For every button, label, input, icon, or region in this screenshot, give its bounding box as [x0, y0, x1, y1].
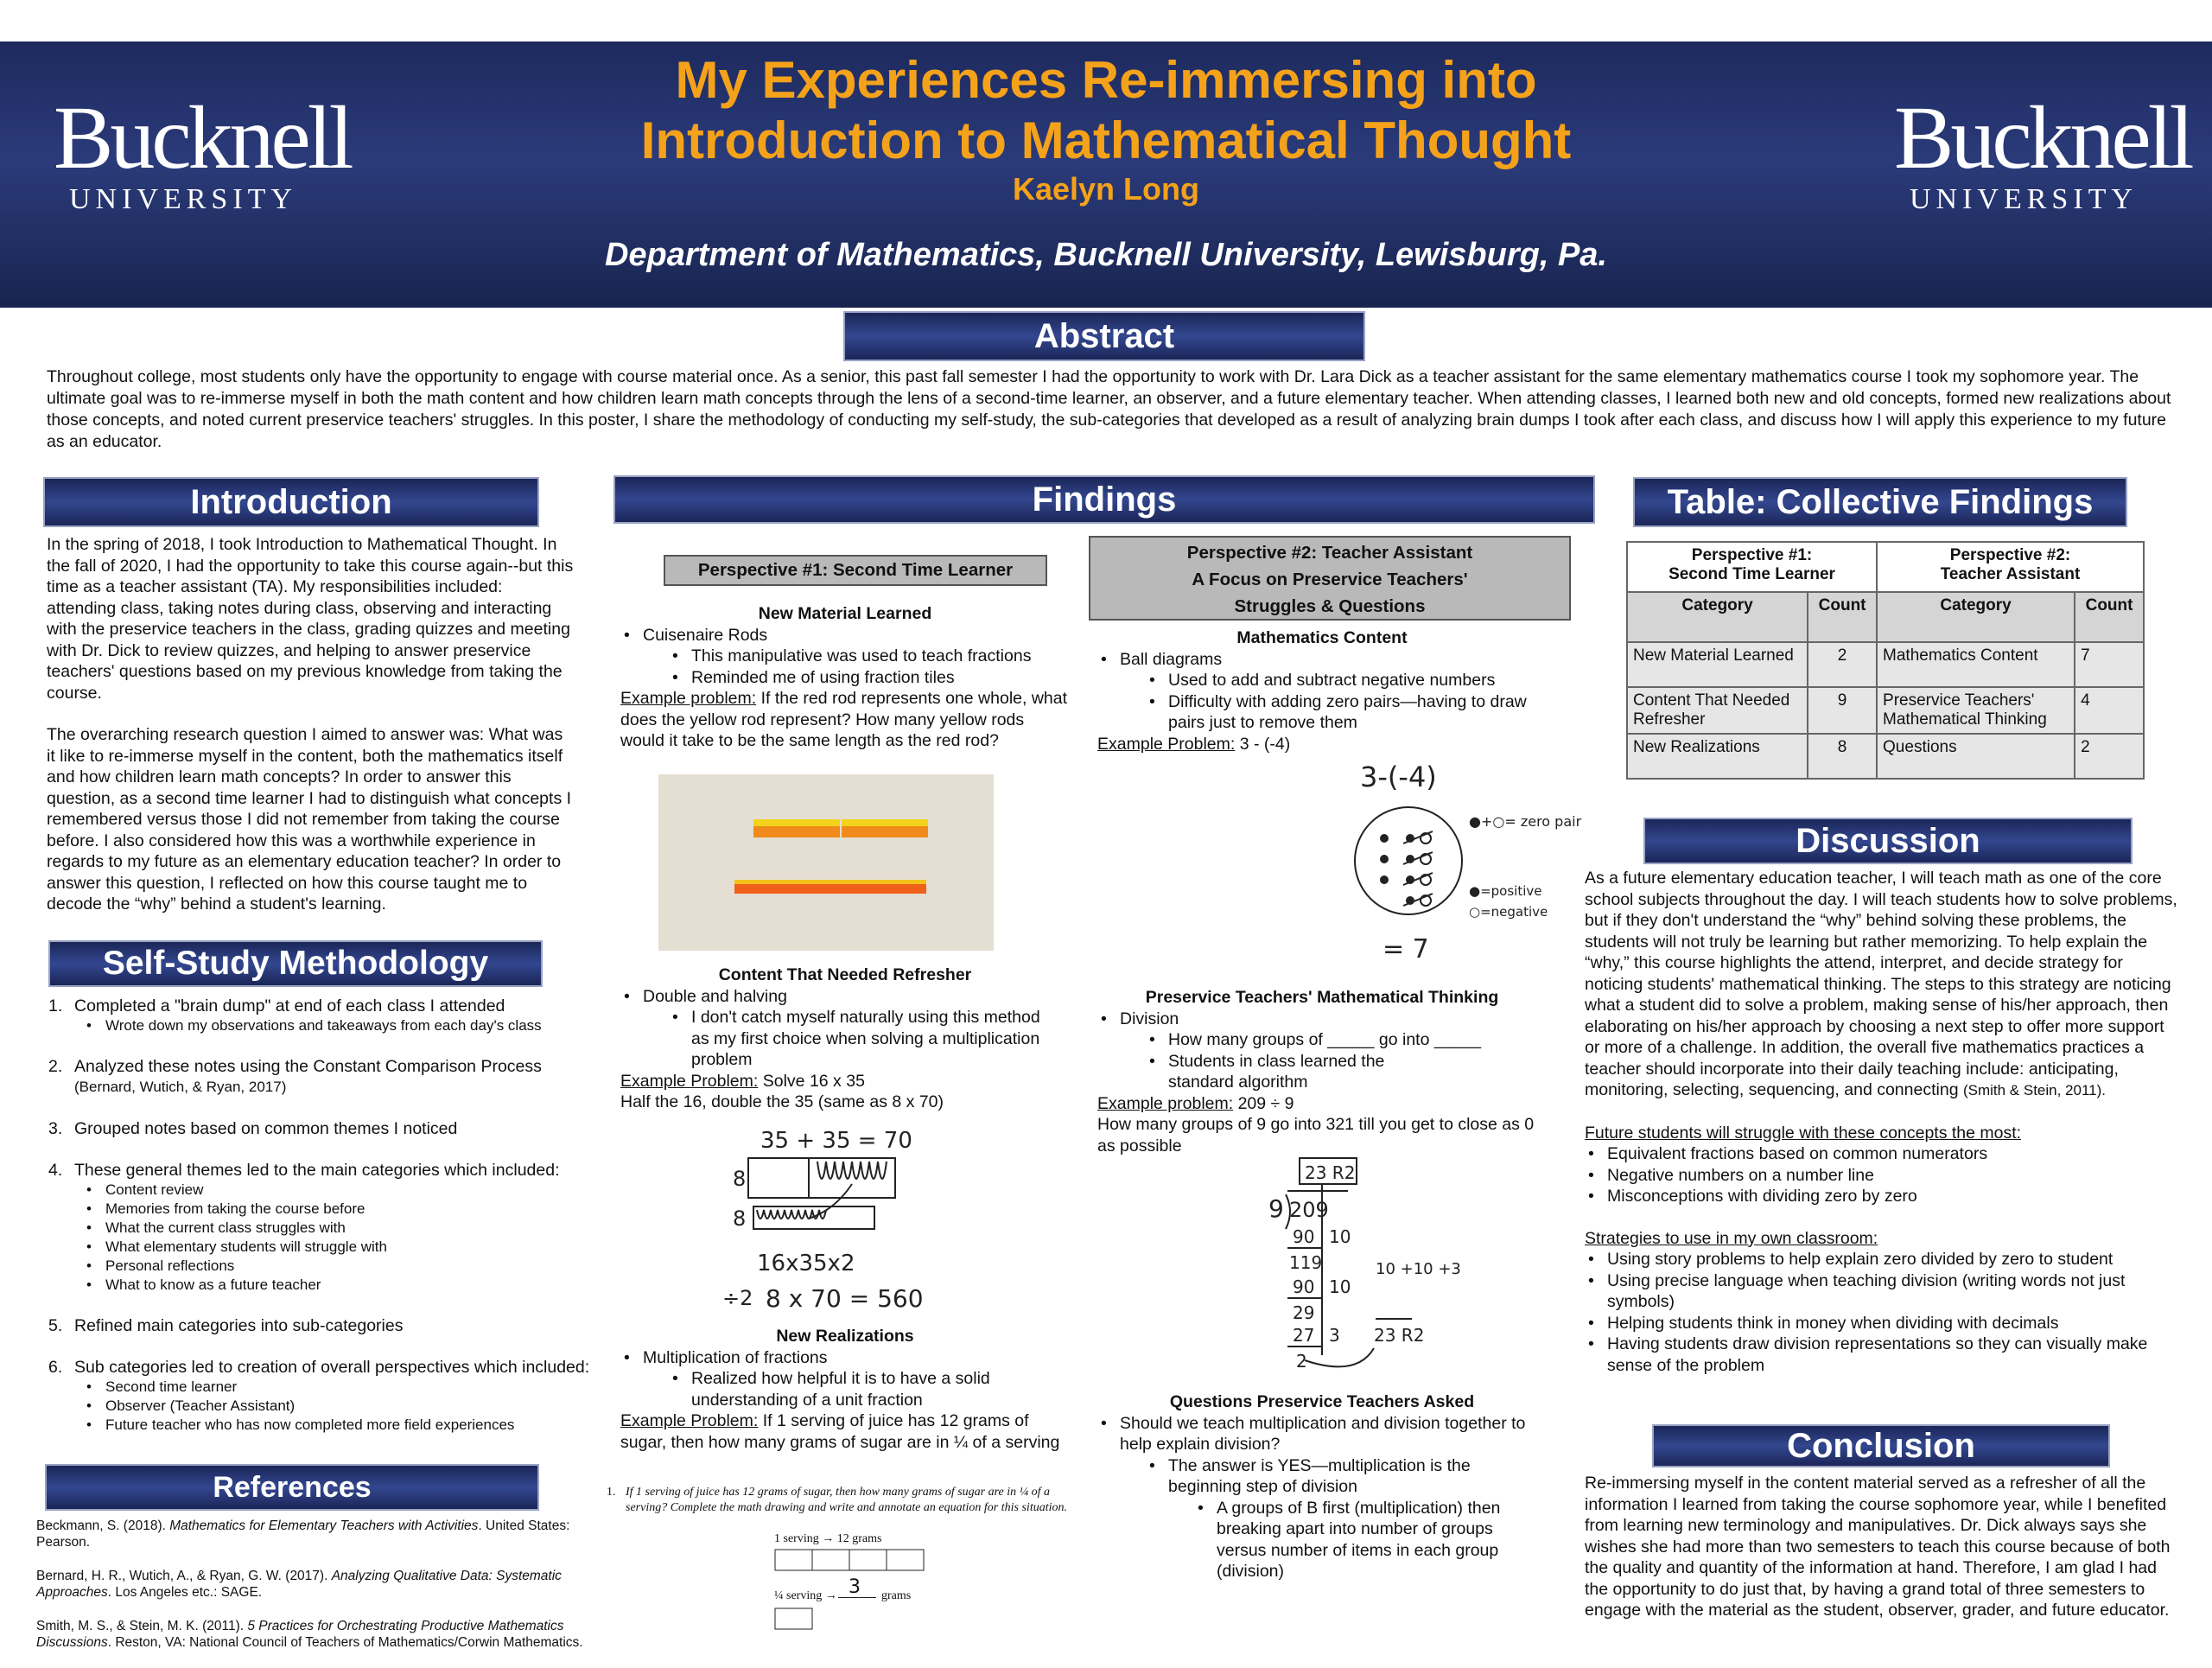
list-item: • I don't catch myself naturally using this method as my first choice when solving a multiplication problem — [669, 1007, 1070, 1071]
references-heading: References — [45, 1464, 539, 1511]
example-text: Solve 16 x 35 — [758, 1071, 865, 1091]
cell-count: 2 — [2075, 734, 2144, 779]
p1-s2-example-line2: Half the 16, double the 35 (same as 8 x 70) — [620, 1092, 944, 1111]
bullet-text: Cuisenaire Rods — [643, 625, 768, 645]
poster-header — [0, 41, 2212, 308]
sketch-sum: 35 + 35 = 70 — [760, 1128, 912, 1154]
bullet-text: Ball diagrams — [1120, 649, 1223, 669]
p1-new-realizations — [620, 1326, 1070, 1453]
worksheet-snippet — [605, 1483, 1089, 1639]
cell-category: Content That Needed Refresher — [1627, 687, 1808, 734]
sketch-result: 23 R2 — [1374, 1325, 1425, 1346]
ref-publisher: . United States: Pearson. — [36, 1518, 570, 1550]
list-item: • Difficulty with adding zero pairs—having to draw pairs just to remove them — [1146, 691, 1547, 734]
example-label: Example Problem: — [620, 1411, 759, 1430]
worksheet-unit: grams — [881, 1589, 912, 1602]
svg-text:8: 8 — [733, 1167, 747, 1191]
list-item: • Equivalent fractions based on common numerators — [1585, 1143, 2181, 1165]
step-number: 3. — [48, 1119, 63, 1138]
example-text: If the red rod represents one whole, what does the yellow rod represent? How many yellow rods would it take to be the same length as the red rod? — [620, 689, 1068, 750]
table-header-perspective1 — [1627, 542, 1877, 592]
sketch-divide: ÷2 — [722, 1286, 753, 1310]
methodology-substep: • Observer (Teacher Assistant) — [83, 1397, 600, 1416]
abstract-heading: Abstract — [843, 311, 1365, 361]
header-line: Second Time Learner — [1669, 565, 1835, 583]
list-item: • How many groups of _____ go into _____ — [1146, 1029, 1547, 1051]
methodology-step — [47, 1118, 600, 1139]
ref-authors: Beckmann, S. (2018). — [36, 1518, 170, 1533]
logo-subtitle: UNIVERSITY — [69, 183, 297, 215]
p1-refresher — [620, 965, 1070, 1113]
col-category: Category — [1877, 592, 2075, 642]
methodology-substep: • Memories from taking the course before — [83, 1200, 600, 1219]
p1-s1-title: New Material Learned — [758, 604, 932, 623]
worksheet-label-2: ¼ serving → — [774, 1589, 837, 1602]
ref-title: Analyzing Qualitative Data: Systematic Approaches — [36, 1569, 562, 1600]
step-number: 1. — [48, 996, 63, 1015]
methodology-step — [47, 996, 600, 1035]
list-item — [1146, 1455, 1547, 1582]
abstract-text: Throughout college, most students only have the opportunity to engage with course material once. As a senior, this past fall semester I had the opportunity to work with Dr. Lara Dick as a teacher assistant for the same elementary mathematics course I took my sophomore year. The ultimate goal was to re-immerse myself in both the math content and how children learn math concepts through the lens of a second-time learner, an observer, and a future elementary teacher. When attending classes, I learned both new and old concepts, formed new realizations about those concepts, and noted current preservice teachers' struggles. In this poster, I share the methodology of conducting my self-study, the sub-categories that developed as a result of analyzing brain dumps I took after each class, and discuss how I will apply this experience to my future as an educator. — [47, 367, 2171, 451]
p2-s3-title: Questions Preservice Teachers Asked — [1169, 1392, 1475, 1411]
sketch-line2: 8 x 70 = 560 — [766, 1284, 924, 1313]
collective-findings-table — [1626, 541, 2145, 780]
list-item: • Misconceptions with dividing zero by zero — [1585, 1186, 2181, 1207]
sketch-remainder: 2 — [1296, 1351, 1307, 1372]
cell-category: New Realizations — [1627, 734, 1808, 779]
p2-s2-example-line2: How many groups of 9 go into 321 till you get to close as 0 as possible — [1097, 1115, 1535, 1156]
p1-new-material — [620, 603, 1070, 752]
bullet-text: Should we teach multiplication and division together to help explain division? — [1120, 1413, 1526, 1454]
reference-entry — [36, 1568, 598, 1601]
p1-s3-example — [620, 1410, 1070, 1453]
col-count: Count — [2075, 592, 2144, 642]
sketch-sum: 10 +10 +3 — [1376, 1260, 1461, 1278]
step-text: Completed a "brain dump" at end of each class I attended — [74, 996, 505, 1015]
step-text: Refined main categories into sub-categories — [74, 1316, 404, 1335]
step-number: 5. — [48, 1316, 63, 1335]
step-text: These general themes led to the main categories which included: — [74, 1161, 560, 1180]
example-label: Example Problem: — [1097, 734, 1236, 754]
list-item: • A groups of B first (multiplication) then breaking apart into number of groups versus number of items in each group (division) — [1194, 1498, 1547, 1582]
introduction-paragraph: In the spring of 2018, I took Introduction to Mathematical Thought. In the fall of 2020, I had the opportunity to take this course again--but this time as a teacher assistant (TA). My responsibilities included: attending class, taking notes during class, observing and interacting with the preservice teachers in the class, grading quizzes and meeting with Dr. Dick to review quizzes, and helping to answer preservice teachers' questions based on my previous knowledge from taking the course. — [47, 535, 574, 703]
discussion-citation: (Smith & Stein, 2011). — [1962, 1082, 2106, 1098]
worksheet-answer: 3 — [849, 1576, 861, 1598]
findings-heading: Findings — [613, 475, 1595, 524]
p1-s2-example — [620, 1071, 1070, 1092]
step-number: 6. — [48, 1358, 63, 1377]
example-text: 3 - (-4) — [1235, 734, 1291, 754]
step-number: 4. — [48, 1161, 63, 1180]
header-line: Teacher Assistant — [1940, 565, 2081, 583]
header-line: Perspective #2: — [1949, 546, 2071, 564]
bullet-text: The answer is YES—multiplication is the beginning step of division — [1168, 1455, 1471, 1496]
cell-count: 7 — [2075, 642, 2144, 687]
sketch-step: 119 — [1289, 1252, 1323, 1273]
methodology-substep: • What to know as a future teacher — [83, 1276, 600, 1295]
list-item — [620, 1347, 1070, 1411]
perspective2-box — [1089, 536, 1571, 621]
sketch-expression: 3-(-4) — [1360, 761, 1437, 793]
methodology-substep: • Second time learner — [83, 1378, 600, 1397]
list-item: • Used to add and subtract negative numbers — [1146, 670, 1547, 691]
methodology-step — [47, 1315, 600, 1336]
methodology-substep: • Personal reflections — [83, 1257, 600, 1276]
table-header-perspective2 — [1877, 542, 2144, 592]
list-item: • Having students draw division representations so they can visually make sense of the problem — [1585, 1334, 2181, 1376]
methodology-substep: • Wrote down my observations and takeaways from each day's class — [83, 1016, 600, 1035]
list-item — [1097, 1413, 1547, 1582]
p2-s1-title: Mathematics Content — [1236, 628, 1408, 647]
methodology-substep: • Future teacher who has now completed more field experiences — [83, 1416, 600, 1435]
rod-highlight — [734, 880, 926, 884]
list-item: • Reminded me of using fraction tiles — [669, 667, 1070, 689]
introduction-paragraph: The overarching research question I aimed to answer was: What was it like to re-immerse myself in the content, both the mathematics itself and how children learn math concepts? In order to answer this question, as a second time learner I had to distinguish what concepts I remembered versus those I did not remember from taking the course before. I also considered how this was a worthwhile experience in regards to my future as an elementary education teacher? In order to answer this question, I reflected on how this course taught me to decode the “why” behind a student's learning. — [47, 725, 572, 914]
cell-category: New Material Learned — [1627, 642, 1808, 687]
logo-wordmark: Bucknell — [54, 88, 351, 188]
methodology-heading: Self-Study Methodology — [48, 940, 543, 987]
perspective2-line1: Perspective #2: Teacher Assistant — [1186, 543, 1473, 563]
worksheet-question: If 1 serving of juice has 12 grams of sugar, then how many grams of sugar are in ¼ of a serving? Complete the math drawing and write and annotate an equation for this situation. — [626, 1486, 1067, 1514]
sketch-divisor: 9 — [1268, 1194, 1284, 1223]
list-item: • Using precise language when teaching division (writing words not just symbols) — [1585, 1270, 2181, 1313]
step-text: Analyzed these notes using the Constant Comparison Process — [74, 1057, 542, 1076]
rod-shadow — [842, 826, 928, 837]
p2-s1-example — [1097, 734, 1547, 755]
worksheet-label-1: 1 serving → 12 grams — [774, 1532, 882, 1545]
sketch-step: 90 — [1293, 1276, 1315, 1297]
worksheet-number: 1. — [607, 1486, 616, 1499]
list-item — [1097, 1009, 1547, 1093]
methodology-substep: • What elementary students will struggle with — [83, 1238, 600, 1257]
ref-publisher: . Reston, VA: National Council of Teachers of Mathematics/Corwin Mathematics. — [107, 1635, 583, 1650]
table-row — [1627, 642, 2144, 687]
conclusion-heading: Conclusion — [1652, 1424, 2110, 1467]
sketch-step: 90 — [1293, 1226, 1315, 1247]
perspective2-line2: A Focus on Preservice Teachers' — [1192, 570, 1468, 589]
list-item: • This manipulative was used to teach fractions — [669, 646, 1070, 667]
ball-diagram-sketch — [1331, 757, 1582, 965]
step-text: Sub categories led to creation of overall perspectives which included: — [74, 1358, 590, 1377]
strategies-list — [1585, 1249, 2181, 1376]
p2-math-content — [1097, 627, 1547, 754]
p1-s2-title: Content That Needed Refresher — [718, 965, 972, 984]
sketch-step: 10 — [1329, 1226, 1351, 1247]
worksheet-bar-diagram — [774, 1549, 930, 1573]
doubling-halving-sketch — [722, 1124, 947, 1315]
division-sketch — [1262, 1156, 1469, 1371]
table-row — [1627, 687, 2144, 734]
cell-category: Mathematics Content — [1877, 642, 2075, 687]
perspective2-line3: Struggles & Questions — [1234, 596, 1426, 616]
bullet-text: Double and halving — [643, 986, 787, 1006]
col-count: Count — [1808, 592, 1877, 642]
cuisenaire-rods-photo — [658, 774, 994, 951]
list-item: • Students in class learned the standard algorithm — [1146, 1051, 1547, 1093]
sketch-step: 10 — [1329, 1276, 1351, 1297]
methodology-substep: • What the current class struggles with — [83, 1219, 600, 1238]
ref-authors: Bernard, H. R., Wutich, A., & Ryan, G. W. (2017). — [36, 1569, 332, 1583]
p2-s2-example — [1097, 1093, 1547, 1115]
perspective1-box: Perspective #1: Second Time Learner — [664, 555, 1047, 586]
col-category: Category — [1627, 592, 1808, 642]
sketch-dividend: 209 — [1289, 1198, 1329, 1222]
sketch-line1: 16x35x2 — [757, 1251, 855, 1276]
sketch-step: 29 — [1293, 1302, 1315, 1323]
discussion-paragraph — [1585, 868, 2181, 1102]
discussion-text: As a future elementary education teacher, I will teach math as one of the core school subjects throughout the day. I will teach students how to solve problems, but if they don't understand the “why” behind solving these problems, the students will not truly be learning but rather memorizing. To help explain the “why,” this course highlights the attend, interpret, and decide strategy for noticing students' mathematical thinking. The steps to this strategy are noticing what a student did to solve a problem, making sense of his/her approach, then elaborating on his/her approach by choosing a next step to offer more support or more of a challenge. In addition, the overall five mathematics practices a teacher should incorporate into their daily teaching include: anticipating, monitoring, selecting, sequencing, and connecting — [1585, 869, 2177, 1099]
poster-title-line1: My Experiences Re-immersing into — [675, 51, 1537, 109]
ref-title: 5 Practices for Orchestrating Productive Mathematics Discussions — [36, 1619, 564, 1650]
example-label: Example Problem: — [620, 1071, 759, 1091]
sketch-step: 3 — [1329, 1325, 1340, 1346]
cell-count: 2 — [1808, 642, 1877, 687]
cell-count: 4 — [2075, 687, 2144, 734]
discussion-body — [1585, 868, 2181, 1376]
future-struggles-heading: Future students will struggle with these concepts the most: — [1585, 1123, 2022, 1143]
ref-title: Mathematics for Elementary Teachers with Activities — [169, 1518, 479, 1533]
example-text: If 1 serving of juice has 12 grams of sugar, then how many grams of sugar are in ¼ of a serving — [620, 1411, 1060, 1452]
methodology-step — [47, 1357, 600, 1435]
ref-authors: Smith, M. S., & Stein, M. K. (2011). — [36, 1619, 248, 1633]
methodology-steps — [47, 996, 600, 1455]
list-item: • Negative numbers on a number line — [1585, 1165, 2181, 1187]
p1-s3-title: New Realizations — [776, 1327, 914, 1346]
bullet-text: Division — [1120, 1009, 1179, 1028]
sketch-quotient: 23 R2 — [1305, 1162, 1356, 1183]
list-item: • Using story problems to help explain zero divided by zero to student — [1585, 1249, 2181, 1270]
p2-s2-title: Preservice Teachers' Mathematical Thinking — [1145, 988, 1499, 1007]
strategies-heading: Strategies to use in my own classroom: — [1585, 1228, 1878, 1248]
logo-subtitle: UNIVERSITY — [1910, 183, 2138, 215]
references-list — [36, 1518, 598, 1668]
logo-wordmark: Bucknell — [1894, 88, 2191, 188]
list-item — [1097, 649, 1547, 734]
sketch-zero-pair-note: ●+○= zero pair — [1469, 813, 1582, 830]
cell-count: 9 — [1808, 687, 1877, 734]
list-item — [620, 625, 1070, 689]
methodology-step — [47, 1056, 600, 1098]
table-row — [1627, 734, 2144, 779]
sketch-step: 27 — [1293, 1325, 1315, 1346]
p1-s1-example — [620, 688, 1070, 752]
p2-thinking — [1097, 987, 1547, 1156]
list-item: • Realized how helpful it is to have a solid understanding of a unit fraction — [669, 1368, 1070, 1410]
author-name: Kaelyn Long — [1012, 171, 1200, 207]
cell-count: 8 — [1808, 734, 1877, 779]
collective-findings-heading: Table: Collective Findings — [1633, 477, 2127, 527]
example-label: Example problem: — [620, 689, 757, 708]
reference-entry — [36, 1518, 598, 1550]
list-item: • Helping students think in money when dividing with decimals — [1585, 1313, 2181, 1334]
department-line: Department of Mathematics, Bucknell University, Lewisburg, Pa. — [604, 237, 1607, 273]
poster-title-line2: Introduction to Mathematical Thought — [640, 111, 1572, 169]
future-struggles-list — [1585, 1143, 2181, 1207]
introduction-text — [47, 534, 574, 915]
cell-category: Preservice Teachers' Mathematical Thinking — [1877, 687, 2075, 734]
conclusion-text: Re-immersing myself in the content material served as a refresher of all the information I learned from taking the course sophomore year, while I benefited from learning new terminology and manipulatives. Dr. Dick always says she wishes she had more than two semesters to teach this course because of both the quality and quantity of the information at hand. Therefore, I am glad I had the opportunity to do just that, by having a grand total of three semesters to engage with the material as the student, observer, grader, and future educator. — [1585, 1474, 2171, 1620]
discussion-heading: Discussion — [1643, 818, 2133, 864]
rod-shadow — [753, 826, 840, 837]
step-citation: (Bernard, Wutich, & Ryan, 2017) — [74, 1079, 287, 1095]
methodology-step — [47, 1160, 600, 1295]
header-line: Perspective #1: — [1691, 546, 1813, 564]
example-text: 209 ÷ 9 — [1233, 1093, 1294, 1113]
bullet-text: Multiplication of fractions — [643, 1347, 828, 1367]
step-number: 2. — [48, 1057, 63, 1076]
ref-publisher: . Los Angeles etc.: SAGE. — [107, 1585, 263, 1600]
sketch-negative-note: ○=negative — [1469, 904, 1548, 920]
list-item — [620, 986, 1070, 1071]
worksheet-quarter-box — [774, 1608, 817, 1632]
step-text: Grouped notes based on common themes I noticed — [74, 1119, 458, 1138]
reference-entry — [36, 1618, 598, 1651]
example-label: Example problem: — [1097, 1093, 1234, 1113]
introduction-heading: Introduction — [43, 477, 539, 527]
cell-category: Questions — [1877, 734, 2075, 779]
methodology-substep: • Content review — [83, 1181, 600, 1200]
p2-questions — [1097, 1391, 1547, 1582]
svg-text:8: 8 — [733, 1206, 747, 1231]
answer-underline — [838, 1597, 876, 1598]
sketch-answer: = 7 — [1382, 934, 1429, 965]
sketch-positive-note: ●=positive — [1469, 883, 1542, 899]
